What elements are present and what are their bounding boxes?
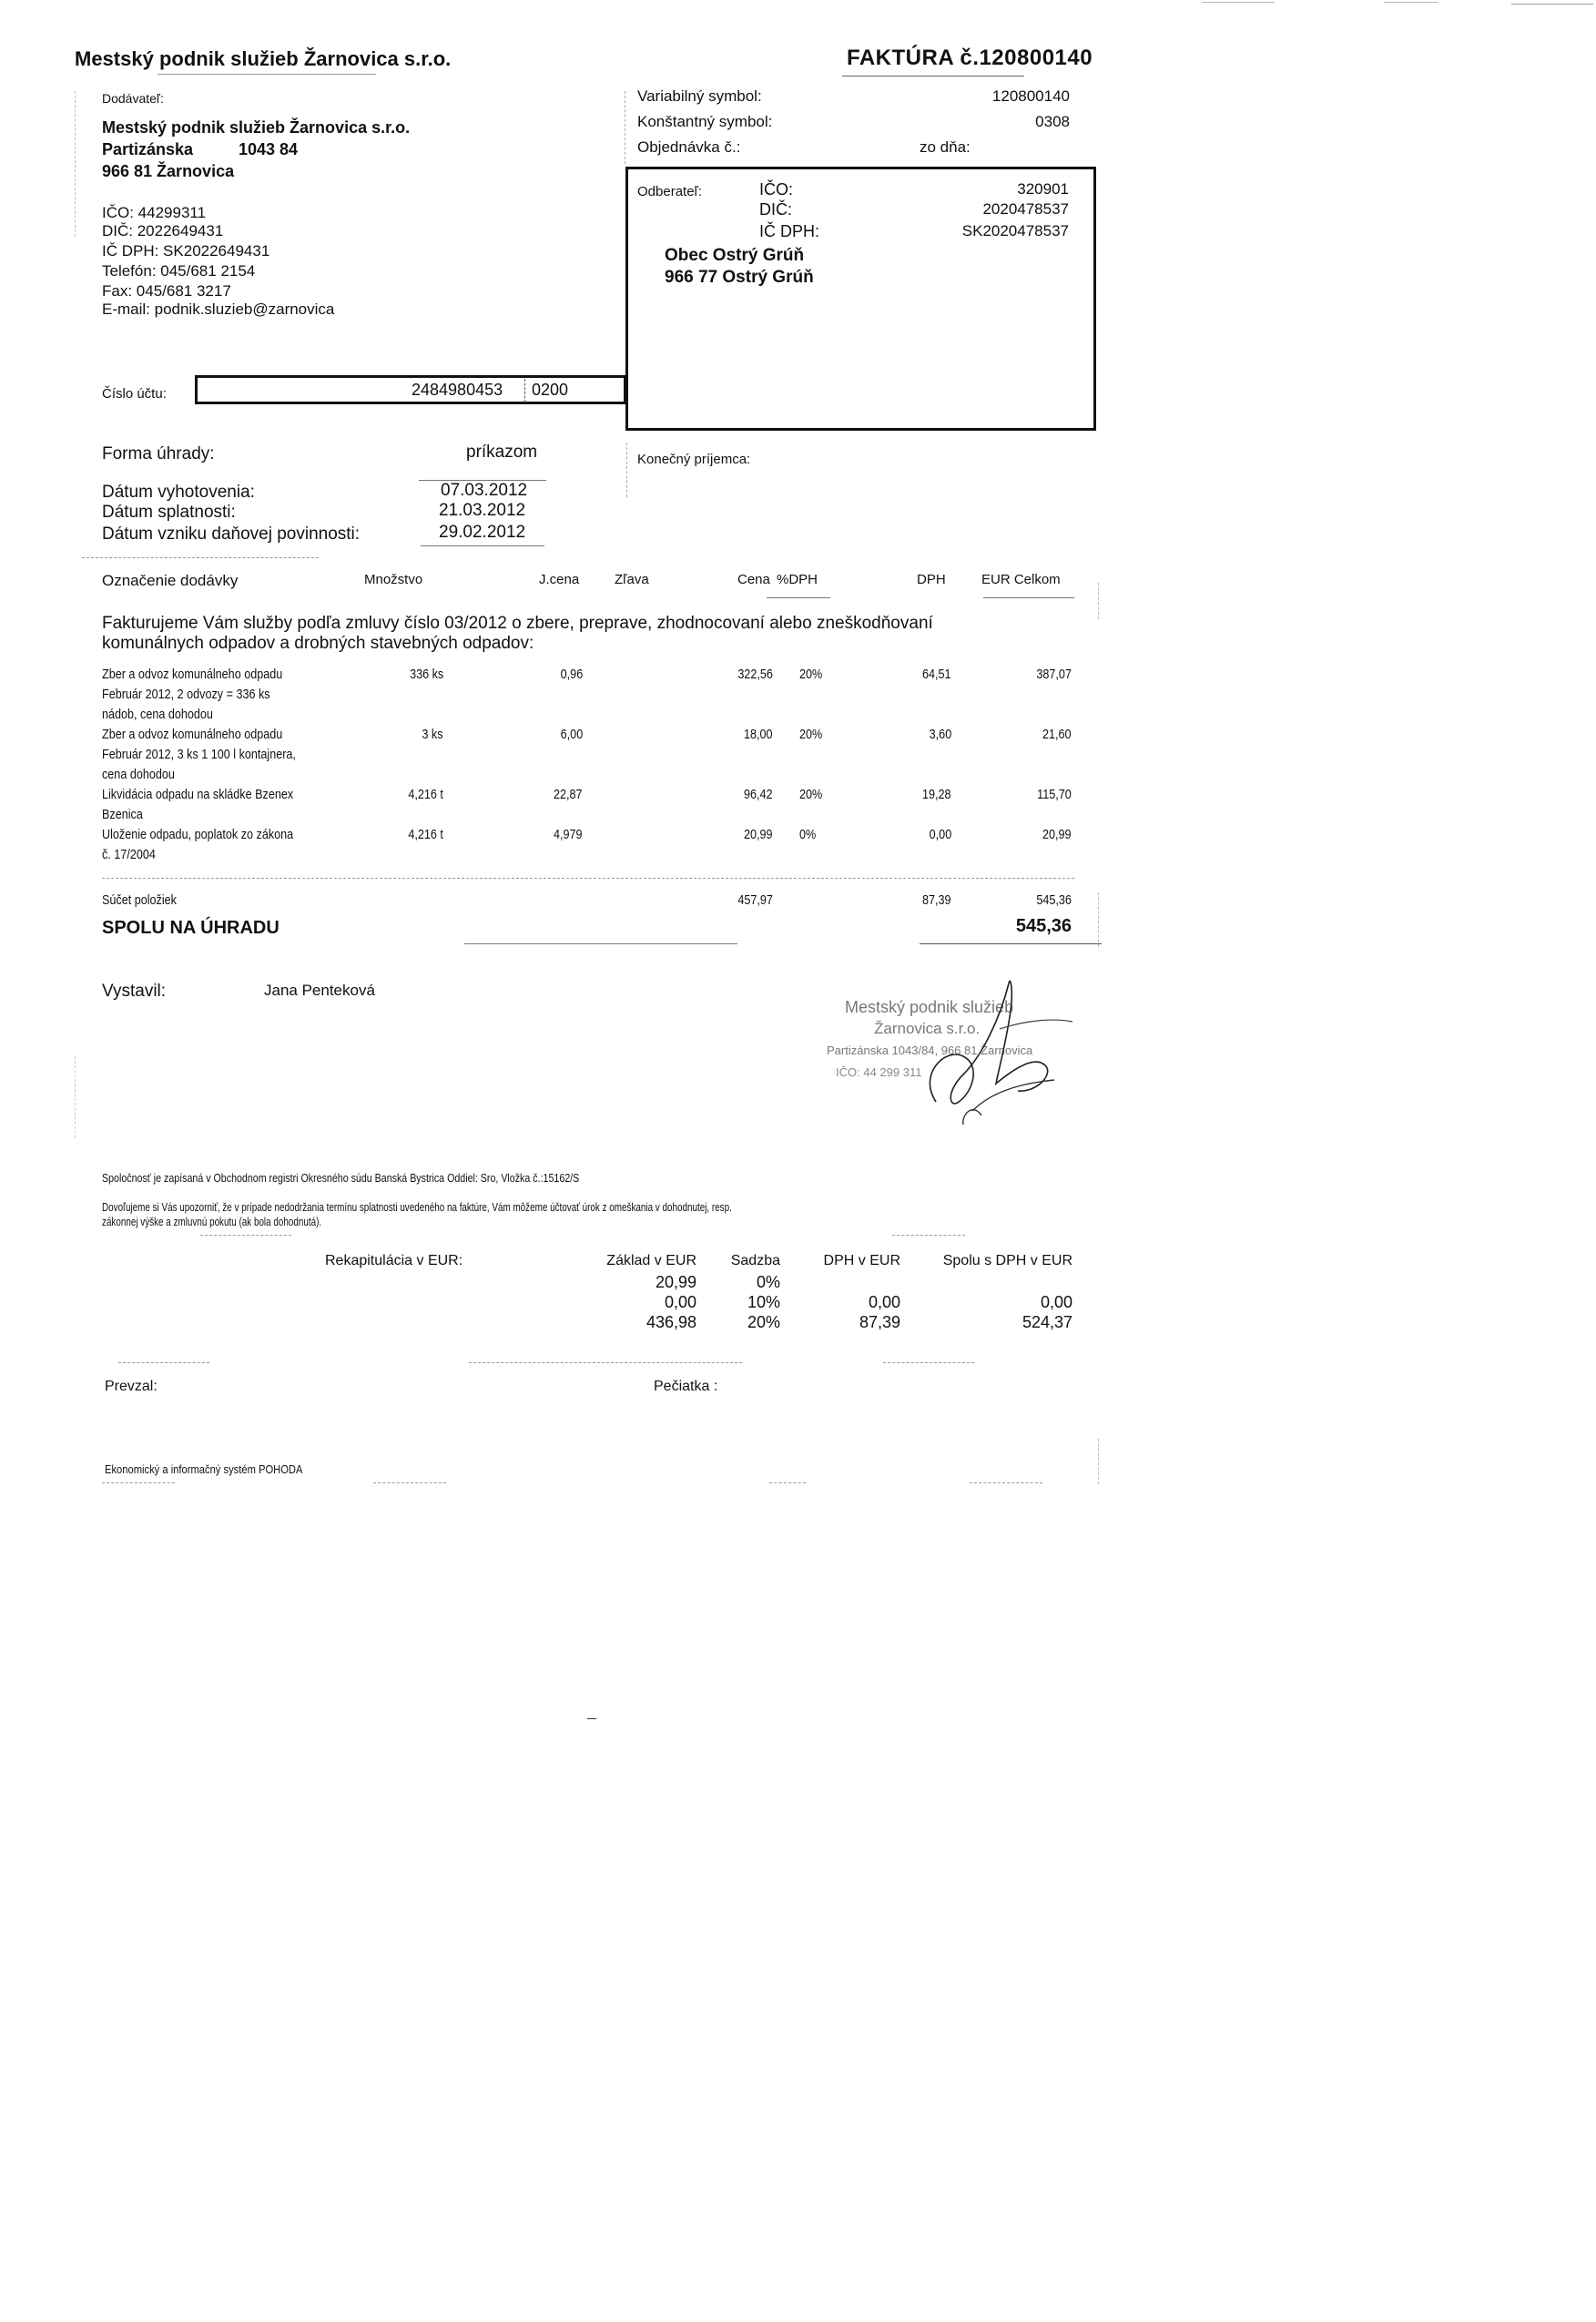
- payment-form-label: Forma úhrady:: [102, 444, 215, 463]
- col-price-header: Cena: [737, 572, 770, 587]
- supplier-city: 966 81 Žarnovica: [102, 162, 235, 180]
- variable-symbol-label: Variabilný symbol:: [637, 87, 762, 105]
- sum-total: 545,36: [1036, 892, 1072, 908]
- recap-rate: 0%: [756, 1273, 780, 1291]
- recap-rate: 20%: [747, 1313, 780, 1331]
- recap-rate: 10%: [747, 1293, 780, 1311]
- recap-vat-header: DPH v EUR: [823, 1253, 900, 1268]
- constant-symbol-label: Konštantný symbol:: [637, 113, 773, 130]
- supplier-email: E-mail: podnik.sluzieb@zarnovica: [102, 300, 335, 318]
- supplier-dic: DIČ: 2022649431: [102, 222, 224, 239]
- col-vat-pct-header: %DPH: [777, 572, 818, 587]
- customer-city: 966 77 Ostrý Grúň: [665, 268, 814, 287]
- final-recipient-label: Konečný príjemca:: [637, 452, 751, 467]
- customer-ic-dph-label: IČ DPH:: [759, 222, 820, 240]
- invoice-title: FAKTÚRA č.120800140: [847, 46, 1093, 70]
- customer-dic-value: 2020478537: [982, 200, 1069, 218]
- item-desc-line: cena dohodou: [102, 767, 175, 782]
- item-unit-price: 6,00: [560, 727, 583, 742]
- tax-date-value: 29.02.2012: [439, 523, 526, 542]
- item-price: 20,99: [744, 827, 773, 842]
- recap-base: 0,00: [664, 1293, 696, 1311]
- sum-label: Súčet položiek: [102, 892, 177, 908]
- seal-label: Pečiatka :: [654, 1379, 718, 1394]
- account-label: Číslo účtu:: [102, 386, 167, 402]
- issued-by-name: Jana Penteková: [264, 982, 375, 999]
- recap-base: 436,98: [646, 1313, 696, 1331]
- sum-price: 457,97: [737, 892, 773, 908]
- item-vat-pct: 20%: [799, 727, 823, 742]
- intro-line-1: Fakturujeme Vám služby podľa zmluvy číslo 03/2012 o zbere, preprave, zhodnocovaní alebo zneškodňovaní: [102, 614, 933, 633]
- signature-icon: [909, 965, 1082, 1138]
- company-title: Mestský podnik služieb Žarnovica s.r.o.: [75, 47, 452, 70]
- item-unit-price: 4,979: [554, 827, 583, 842]
- item-desc-line: Bzenica: [102, 807, 143, 822]
- registry-note: Spoločnosť je zapísaná v Obchodnom registri Okresného súdu Banská Bystrica Oddiel: Sro, Vložka č.:15162/S: [102, 1171, 580, 1185]
- recap-vat: 0,00: [868, 1293, 900, 1311]
- issue-date-label: Dátum vyhotovenia:: [102, 483, 255, 502]
- item-vat-pct: 0%: [799, 827, 817, 842]
- issue-date-value: 07.03.2012: [441, 481, 528, 500]
- col-qty-header: Množstvo: [364, 572, 423, 587]
- supplier-ico: IČO: 44299311: [102, 204, 207, 221]
- account-number: 2484980453: [412, 381, 503, 399]
- item-total: 21,60: [1042, 727, 1072, 742]
- item-vat-pct: 20%: [799, 787, 823, 802]
- supplier-street: Partizánska: [102, 140, 194, 158]
- software-note: Ekonomický a informačný systém POHODA: [105, 1462, 303, 1476]
- item-desc-line: nádob, cena dohodou: [102, 707, 213, 722]
- stamp-line-4: IČO: 44 299 311: [836, 1065, 922, 1079]
- item-unit-price: 22,87: [554, 787, 583, 802]
- customer-ico-value: 320901: [1017, 180, 1069, 198]
- due-date-value: 21.03.2012: [439, 501, 526, 520]
- item-desc-line: Uloženie odpadu, poplatok zo zákona: [102, 827, 294, 842]
- stamp-line-2: Žarnovica s.r.o.: [874, 1020, 981, 1037]
- item-qty: 336 ks: [409, 667, 443, 682]
- item-desc-line: Zber a odvoz komunálneho odpadu: [102, 727, 283, 742]
- account-bank-code: 0200: [532, 381, 569, 399]
- item-total: 20,99: [1042, 827, 1072, 842]
- item-total: 115,70: [1037, 787, 1072, 802]
- recap-total: 524,37: [1022, 1313, 1072, 1331]
- col-discount-header: Zľava: [615, 572, 649, 587]
- col-total-header: EUR Celkom: [981, 572, 1061, 587]
- recap-vat: 87,39: [859, 1313, 900, 1331]
- supplier-name: Mestský podnik služieb Žarnovica s.r.o.: [102, 118, 411, 137]
- item-vat: 19,28: [922, 787, 951, 802]
- grand-total-label: SPOLU NA ÚHRADU: [102, 918, 280, 938]
- item-desc-line: Likvidácia odpadu na skládke Bzenex: [102, 787, 294, 802]
- recap-title: Rekapitulácia v EUR:: [325, 1253, 463, 1268]
- supplier-phone: Telefón: 045/681 2154: [102, 262, 256, 280]
- item-desc-line: Zber a odvoz komunálneho odpadu: [102, 667, 283, 682]
- variable-symbol-value: 120800140: [991, 87, 1070, 105]
- item-total: 387,07: [1036, 667, 1072, 682]
- customer-ico-label: IČO:: [759, 180, 794, 199]
- customer-dic-label: DIČ:: [759, 200, 792, 219]
- late-payment-notice-1: Dovoľujeme si Vás upozorniť, že v prípade nedodržania termínu splatnosti uvedeného na faktúre, Vám môžeme účtovať úrok z omeškania v dohodnutej, resp.: [102, 1200, 732, 1214]
- item-qty: 4,216 t: [408, 787, 443, 802]
- due-date-label: Dátum splatnosti:: [102, 503, 236, 522]
- item-unit-price: 0,96: [560, 667, 583, 682]
- col-desc-header: Označenie dodávky: [102, 572, 239, 589]
- intro-line-2: komunálnych odpadov a drobných stavebných odpadov:: [102, 634, 534, 653]
- grand-total-value: 545,36: [1015, 916, 1072, 936]
- order-date-label: zo dňa:: [920, 138, 971, 156]
- company-stamp: [827, 965, 1091, 1138]
- col-vat-header: DPH: [917, 572, 946, 587]
- item-price: 18,00: [744, 727, 773, 742]
- stamp-line-1: Mestský podnik služieb: [845, 998, 1014, 1016]
- recap-base: 20,99: [655, 1273, 696, 1291]
- recap-base-header: Základ v EUR: [606, 1253, 696, 1268]
- supplier-label: Dodávateľ:: [102, 91, 164, 106]
- order-label: Objednávka č.:: [637, 138, 741, 156]
- recap-total: 0,00: [1040, 1293, 1072, 1311]
- item-vat: 64,51: [922, 667, 951, 682]
- recap-rate-header: Sadzba: [730, 1253, 780, 1268]
- item-vat-pct: 20%: [799, 667, 823, 682]
- item-desc-line: č. 17/2004: [102, 847, 156, 862]
- customer-name: Obec Ostrý Grúň: [665, 246, 805, 265]
- received-by-label: Prevzal:: [105, 1379, 158, 1394]
- item-vat: 3,60: [929, 727, 951, 742]
- issued-by-label: Vystavil:: [102, 982, 167, 1001]
- supplier-fax: Fax: 045/681 3217: [102, 282, 231, 300]
- tax-date-label: Dátum vzniku daňovej povinnosti:: [102, 524, 361, 544]
- late-payment-notice-2: zákonnej výške a zmluvnú pokutu (ak bola dohodnutá).: [102, 1215, 322, 1228]
- item-price: 322,56: [737, 667, 773, 682]
- stamp-line-3: Partizánska 1043/84, 966 81 Žarnovica: [827, 1044, 1033, 1057]
- sum-vat: 87,39: [922, 892, 951, 908]
- item-qty: 3 ks: [422, 727, 443, 742]
- recap-total-header: Spolu s DPH v EUR: [942, 1253, 1072, 1268]
- item-qty: 4,216 t: [408, 827, 443, 842]
- supplier-street-no: 1043 84: [239, 140, 299, 158]
- customer-label: Odberateľ:: [637, 184, 703, 199]
- col-unit-price-header: J.cena: [539, 572, 580, 587]
- item-price: 96,42: [744, 787, 773, 802]
- item-desc-line: Február 2012, 2 odvozy = 336 ks: [102, 687, 270, 702]
- constant-symbol-value: 0308: [1035, 113, 1070, 130]
- supplier-ic-dph: IČ DPH: SK2022649431: [102, 242, 270, 260]
- payment-form-value: príkazom: [466, 443, 538, 462]
- item-desc-line: Február 2012, 3 ks 1 100 l kontajnera,: [102, 747, 296, 762]
- customer-ic-dph-value: SK2020478537: [961, 222, 1069, 239]
- item-vat: 0,00: [929, 827, 951, 842]
